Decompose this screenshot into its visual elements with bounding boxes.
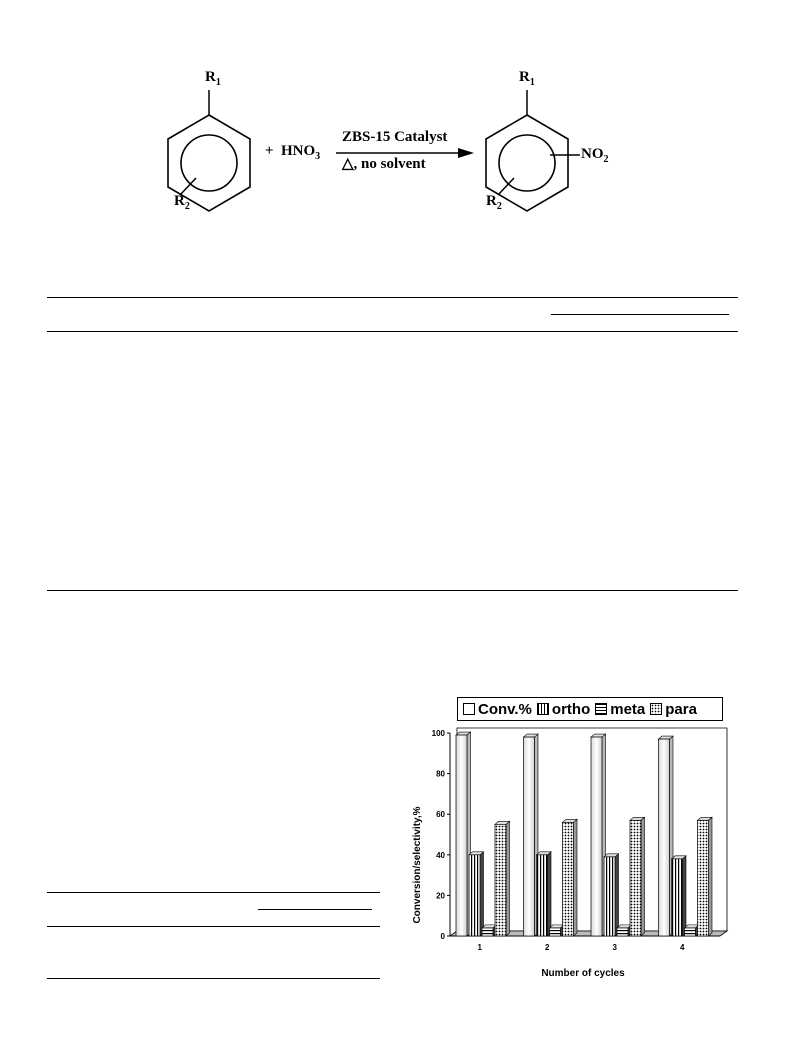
arrow-top-label: ZBS-15 Catalyst <box>342 129 448 145</box>
y-tick-label: 100 <box>431 729 445 738</box>
bar-para-1 <box>495 824 506 936</box>
bar-side-para-1 <box>506 821 510 936</box>
bar-side-para-3 <box>641 817 645 936</box>
legend-item-ortho <box>537 701 590 718</box>
bar-para-3 <box>630 820 641 936</box>
legend-item-conv <box>463 701 532 718</box>
reagent-label: $HNO_3$ <box>281 143 321 162</box>
y-tick-label: 20 <box>436 891 445 901</box>
product-r1-label: $R_1$ <box>519 69 535 88</box>
chart-legend <box>457 697 723 721</box>
table1-top-rule <box>47 297 738 298</box>
bar-meta-2 <box>550 928 561 936</box>
legend-swatch-para <box>650 703 662 715</box>
legend-label-ortho: ortho <box>551 700 591 718</box>
y-tick-label: 80 <box>436 769 445 779</box>
x-tick-label: 1 <box>477 943 482 952</box>
y-tick-label: 40 <box>436 850 445 860</box>
legend-swatch-conv <box>463 703 475 715</box>
legend-label-conv: Conv.% <box>478 700 532 718</box>
bar-meta-1 <box>482 928 493 936</box>
legend-label-meta: meta <box>610 700 646 718</box>
legend-swatch-meta <box>595 703 607 715</box>
table1-spanner-rule <box>551 314 729 315</box>
reactant-r1-label: $R_1$ <box>205 69 221 88</box>
y-axis-label: Conversion/selectivity,% <box>412 806 423 924</box>
bar-ortho-2 <box>537 855 548 936</box>
bar-conv-2 <box>524 737 535 936</box>
y-tick-label: 0 <box>440 932 445 941</box>
legend-item-para <box>650 701 697 718</box>
bar-side-ortho-4 <box>683 856 687 936</box>
table2-spanner-rule <box>258 909 372 910</box>
table1-bottom-rule <box>47 590 738 591</box>
x-axis-label: Number of cycles <box>541 968 625 979</box>
reactant-r2-label: $R_2$ <box>174 193 190 212</box>
bar-para-4 <box>698 820 709 936</box>
x-tick-label: 2 <box>545 943 550 952</box>
legend-label-para: para <box>665 700 697 718</box>
bar-side-ortho-1 <box>480 852 484 936</box>
bar-ortho-4 <box>672 859 683 936</box>
table2-header-rule <box>47 926 380 927</box>
x-tick-label: 4 <box>680 943 685 952</box>
product-no2-label: $NO_2$ <box>581 146 609 165</box>
bar-para-2 <box>563 822 574 936</box>
bar-conv-4 <box>659 739 670 936</box>
bar-side-ortho-3 <box>615 854 619 936</box>
legend-item-meta <box>595 701 645 718</box>
bar-ortho-3 <box>604 857 615 936</box>
bar-meta-4 <box>685 928 696 936</box>
bar-conv-3 <box>591 737 602 936</box>
y-tick-label: 60 <box>436 810 445 820</box>
bar-side-ortho-2 <box>548 852 552 936</box>
product-r2-label: $R_2$ <box>486 193 502 212</box>
x-tick-label: 3 <box>612 943 617 952</box>
bar-ortho-1 <box>469 855 480 936</box>
arrow-bottom-label: △, no solvent <box>342 156 426 172</box>
bar-conv-1 <box>456 735 467 936</box>
bar-side-para-4 <box>709 817 713 936</box>
legend-swatch-ortho <box>537 703 549 715</box>
chart-plot <box>405 720 740 980</box>
bar-side-para-2 <box>574 819 578 936</box>
table2-bottom-rule <box>47 978 380 979</box>
table2-top-rule <box>47 892 380 893</box>
bar-meta-3 <box>617 928 628 936</box>
plus-sign: + <box>265 143 274 159</box>
table1-header-rule <box>47 331 738 332</box>
